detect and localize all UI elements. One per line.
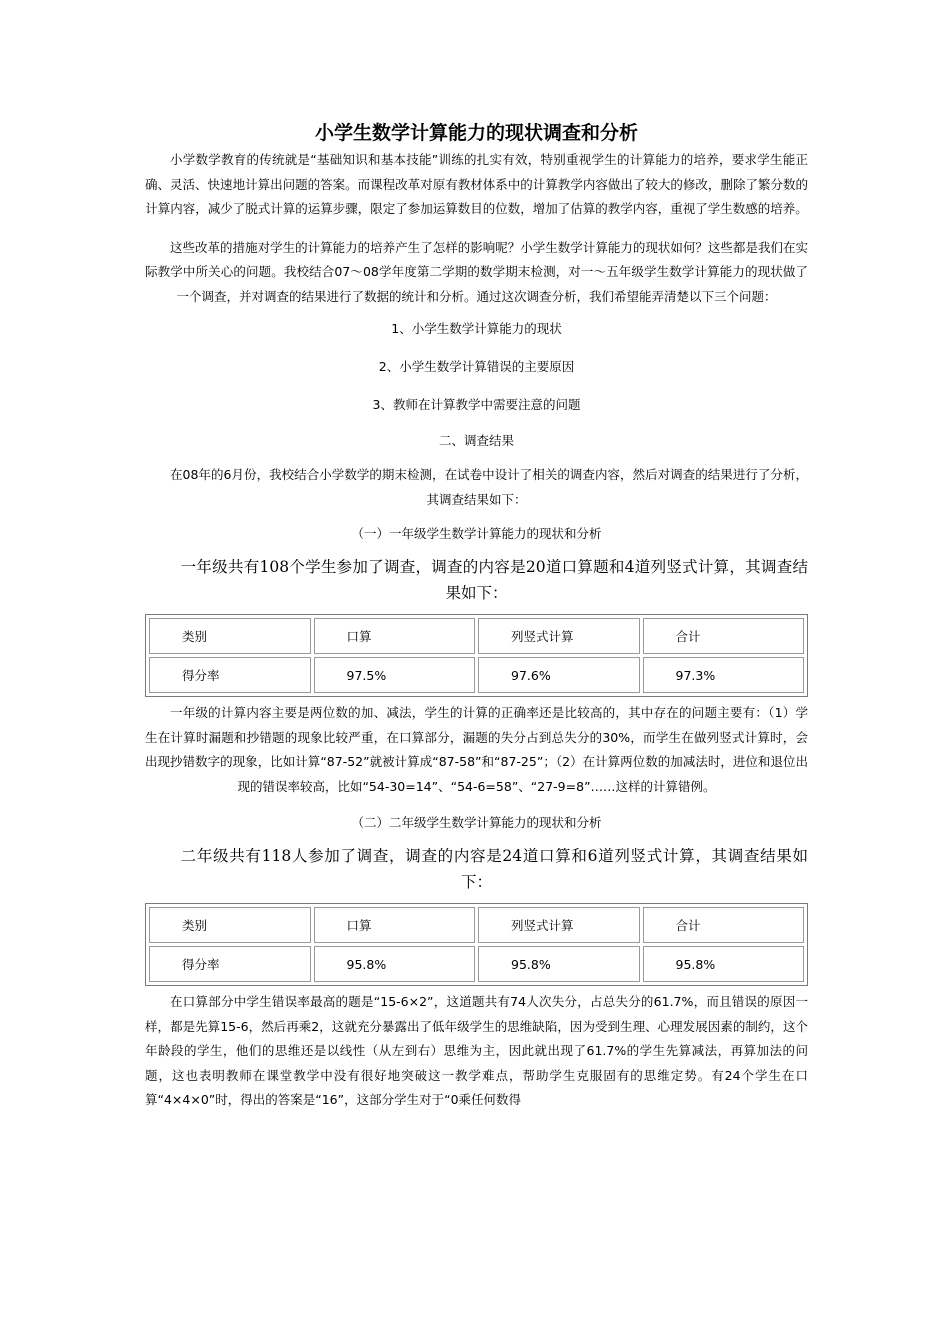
table-cell: 得分率: [149, 657, 311, 693]
grade-2-summary: 二年级共有118人参加了调查，调查的内容是24道口算和6道列竖式计算，其调查结果如下：: [180, 847, 808, 891]
table-cell: 97.5%: [314, 657, 476, 693]
grade-1-summary: 一年级共有108个学生参加了调查，调查的内容是20道口算题和4道列竖式计算，其调查结果如下：: [180, 558, 808, 602]
document-title: 小学生数学计算能力的现状调查和分析: [314, 122, 638, 144]
table-cell: 列竖式计算: [478, 618, 640, 654]
question-3: 3、教师在计算教学中需要注意的问题: [372, 397, 581, 412]
table-cell: 口算: [314, 907, 476, 943]
table-cell: 97.6%: [478, 657, 640, 693]
grade-1-analysis: 一年级的计算内容主要是两位数的加、减法，学生的计算的正确率还是比较高的，其中存在的问题主要有：（1）学生在计算时漏题和抄错题的现象比较严重，在口算部分，漏题的失分占到总失分的30%，而学生在做列竖式计算时，会出现抄错数字的现象，比如计算“87-52”就被计算成“87-58”和“87-25”；（2）在计算两位数的加减法时，进位和退位出现的错误率较高，比如“54-30=14”、“54-6=58”、“27-9=8”……这样的计算错例。: [145, 705, 808, 794]
table-cell: 得分率: [149, 946, 311, 982]
table-cell: 列竖式计算: [478, 907, 640, 943]
grade-1-table: [145, 614, 808, 697]
grade-2-heading: （二）二年级学生数学计算能力的现状和分析: [351, 815, 602, 830]
table-header-row: [149, 907, 804, 943]
table-row: [149, 657, 804, 693]
grade-2-table: [145, 903, 808, 986]
table-cell: 95.8%: [643, 946, 805, 982]
intro-paragraph-1: 小学数学教育的传统就是“基础知识和基本技能”训练的扎实有效，特别重视学生的计算能力的培养，要求学生能正确、灵活、快速地计算出问题的答案。而课程改革对原有教材体系中的计算教学内容做出了较大的修改，删除了繁分数的计算内容，减少了脱式计算的运算步骤，限定了参加运算数目的位数，增加了估算的教学内容，重视了学生数感的培养。: [145, 152, 808, 216]
table-header-row: [149, 618, 804, 654]
question-1: 1、小学生数学计算能力的现状: [391, 321, 562, 336]
document-body: [145, 118, 808, 1113]
table-cell: 97.3%: [643, 657, 805, 693]
table-cell: 95.8%: [478, 946, 640, 982]
section-2-heading: 二、调查结果: [438, 433, 514, 448]
table-cell: 类别: [149, 907, 311, 943]
section-2-intro: 在08年的6月份，我校结合小学数学的期末检测，在试卷中设计了相关的调查内容，然后对调查的结果进行了分析，其调查结果如下：: [170, 467, 808, 507]
table-cell: 类别: [149, 618, 311, 654]
intro-paragraph-2: 这些改革的措施对学生的计算能力的培养产生了怎样的影响呢？小学生数学计算能力的现状如何？这些都是我们在实际教学中所关心的问题。我校结合07～08学年度第二学期的数学期末检测，对一～五年级学生数学计算能力的现状做了一个调查，并对调查的结果进行了数据的统计和分析。通过这次调查分析，我们希望能弄清楚以下三个问题：: [145, 239, 808, 304]
table-cell: 合计: [643, 907, 805, 943]
question-2: 2、小学生数学计算错误的主要原因: [378, 359, 575, 374]
table-cell: 合计: [643, 618, 805, 654]
table-row: [149, 946, 804, 982]
grade-1-heading: （一）一年级学生数学计算能力的现状和分析: [351, 526, 602, 541]
table-cell: 95.8%: [314, 946, 476, 982]
grade-2-analysis: 在口算部分中学生错误率最高的题是“15-6×2”，这道题共有74人次失分，占总失分的61.7%，而且错误的原因一样，都是先算15-6，然后再乘2，这就充分暴露出了低年级学生的思维缺陷，因为受到生理、心理发展因素的制约，这个年龄段的学生，他们的思维还是以线性（从左到右）思维为主，因此就出现了61.7%的学生先算减法，再算加法的问题，这也表明教师在课堂教学中没有很好地突破这一教学难点，帮助学生克服固有的思维定势。有24个学生在口算“4×4×0”时，得出的答案是“16”，这部分学生对于“0乘任何数得: [145, 994, 808, 1107]
table-cell: 口算: [314, 618, 476, 654]
